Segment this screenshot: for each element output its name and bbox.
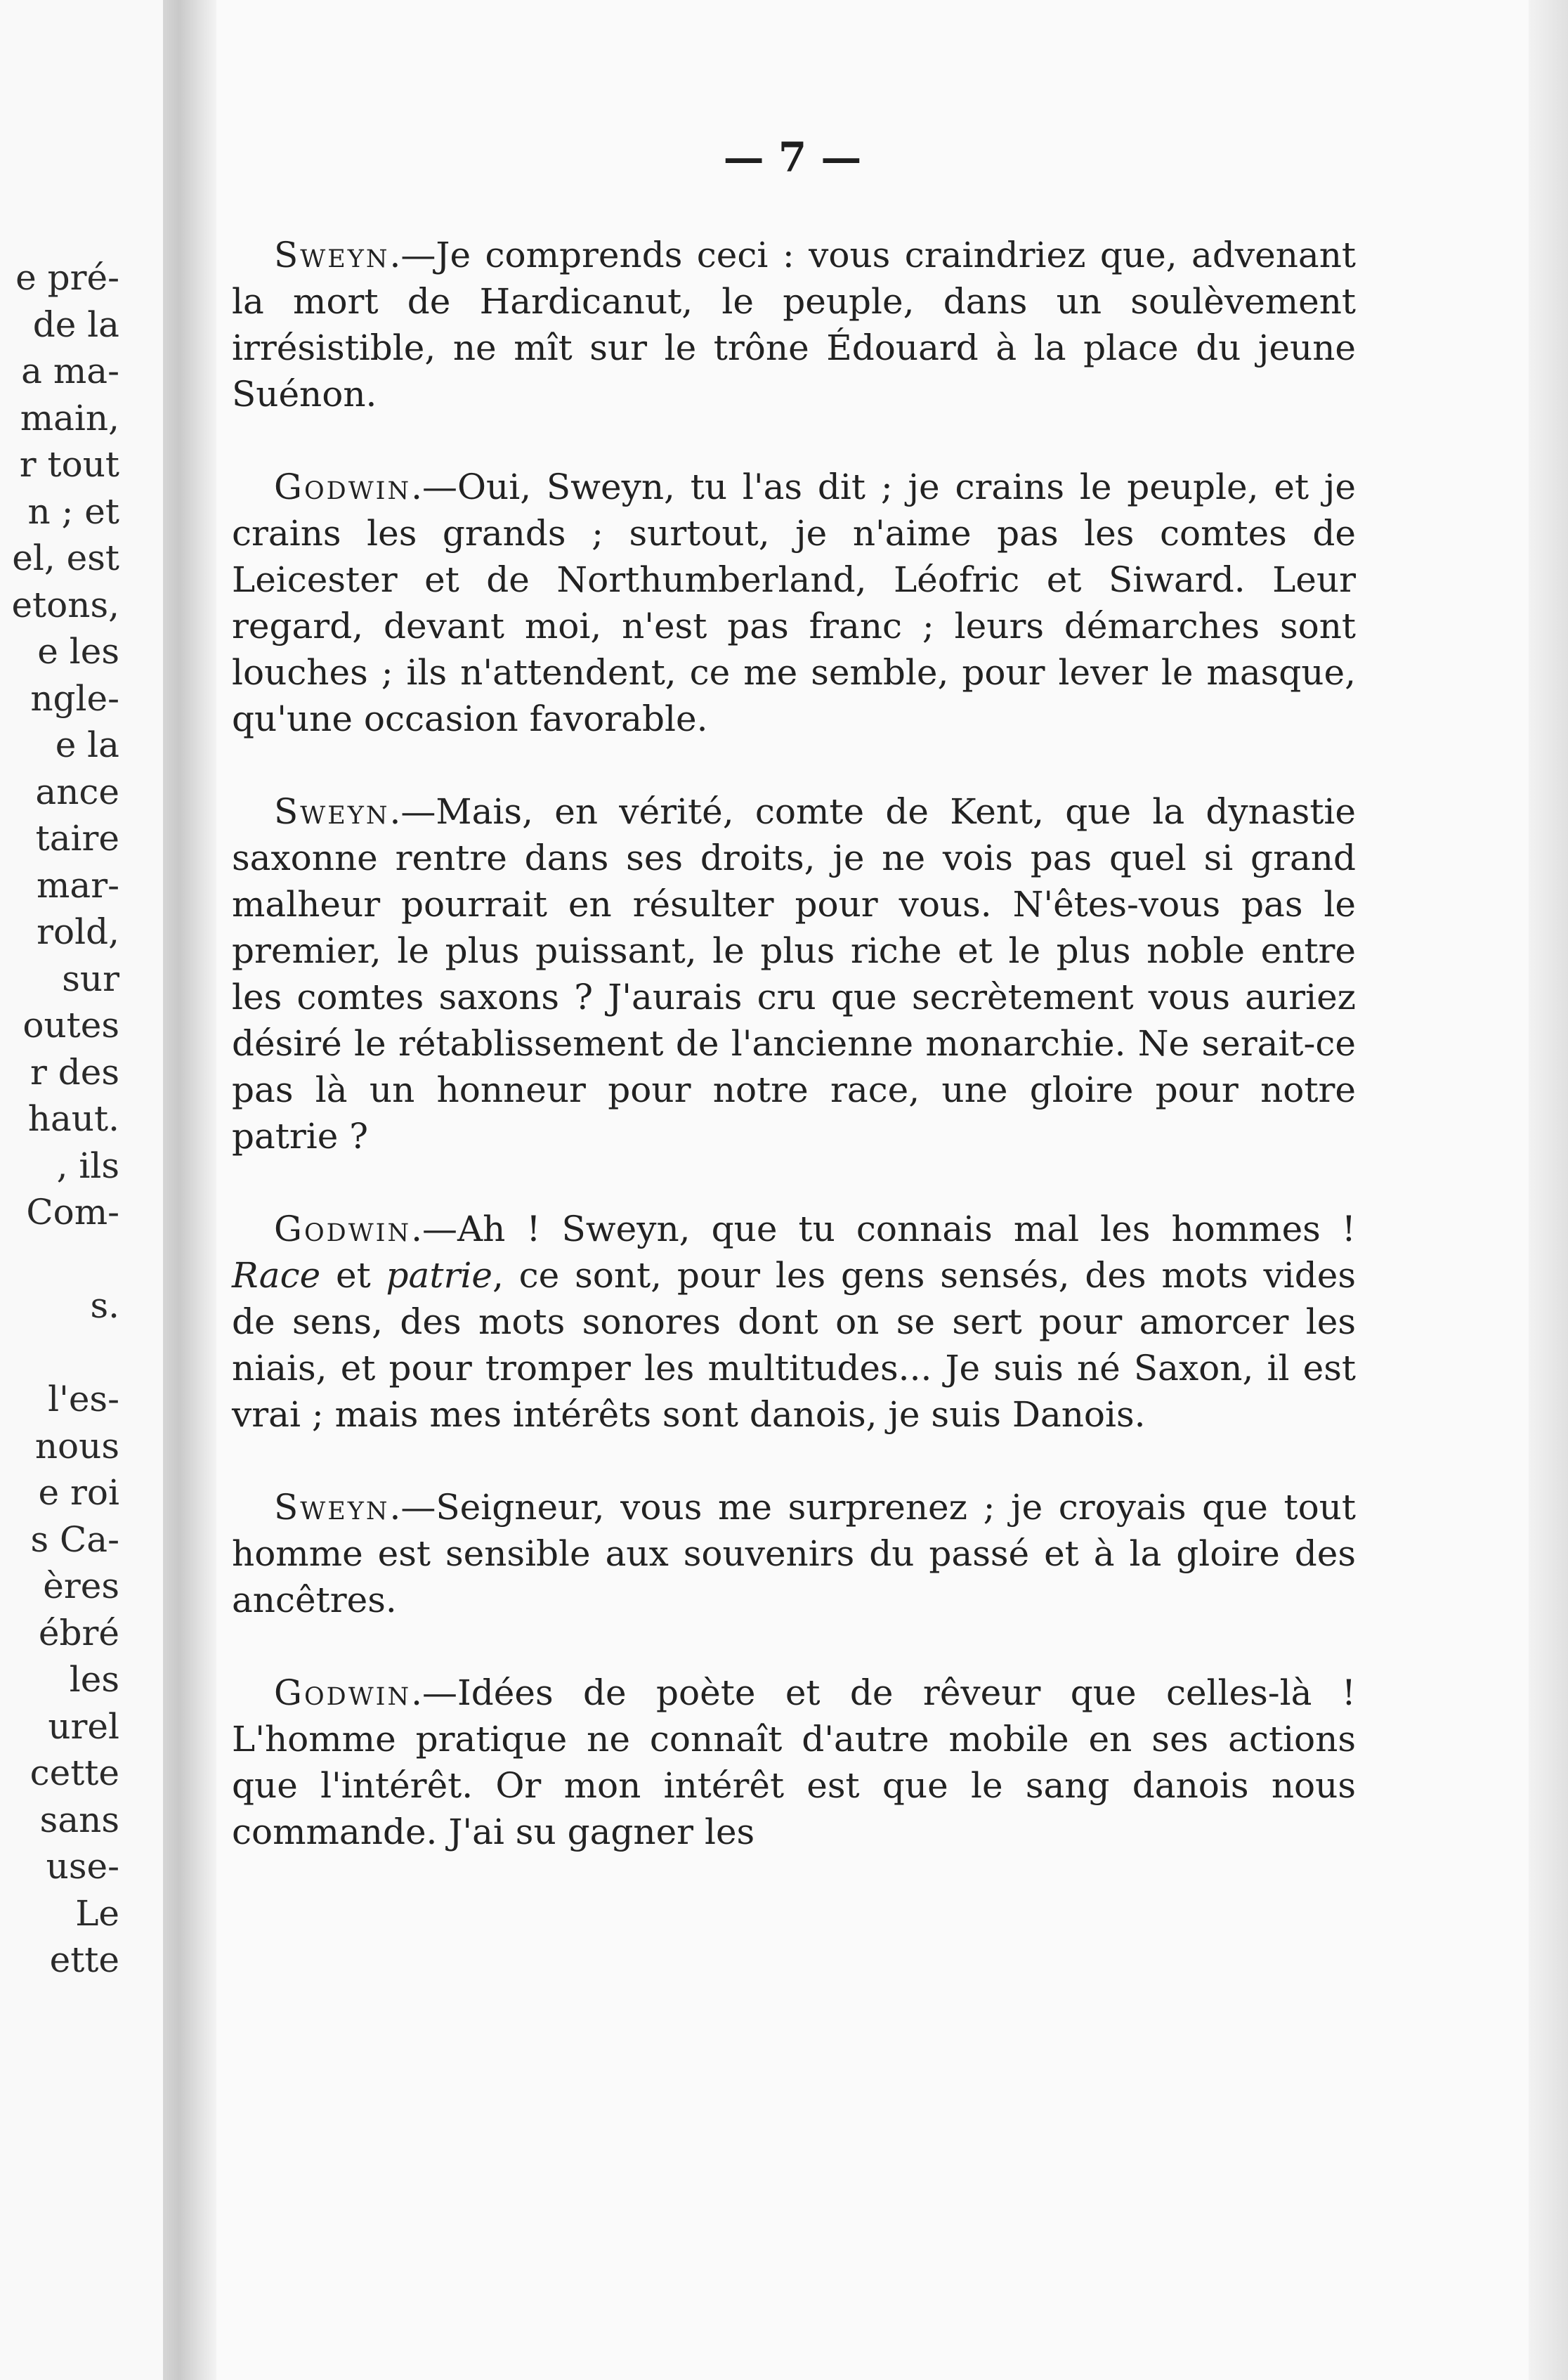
- speaker-name: Godwin: [274, 1672, 412, 1713]
- paragraph-1: [232, 232, 1356, 417]
- left-page-line: de la: [32, 304, 119, 345]
- speaker-name: Godwin: [274, 1209, 412, 1249]
- paragraph-text: .—Ah ! Sweyn, que tu connais mal les hommes !: [411, 1209, 1356, 1249]
- paragraph-4: [232, 1206, 1356, 1438]
- speaker-name: Sweyn: [274, 235, 390, 275]
- paragraph-5: [232, 1484, 1356, 1623]
- speaker-name: Godwin: [274, 467, 412, 507]
- left-page-line: haut.: [27, 1098, 119, 1139]
- left-page-line: r tout: [19, 444, 119, 485]
- paragraph-text: et: [320, 1255, 386, 1296]
- left-page-line: e la: [55, 724, 119, 765]
- left-page-line: ance: [35, 771, 119, 812]
- left-page-line: e pré-: [15, 257, 119, 298]
- dialogue-text: [232, 232, 1356, 1901]
- left-page-line: sans: [39, 1799, 119, 1840]
- page-edge: [1529, 0, 1568, 2380]
- paragraph-text: .—Je comprends ceci : vous craindriez que, advenant la mort de Hardicanut, le peuple, dans un soulèvement irrésistible, ne mît sur le trône Édouard à la place du jeune Suénon.: [232, 235, 1356, 415]
- speaker-name: Sweyn: [274, 791, 390, 832]
- left-page-line: n ; et: [27, 490, 119, 532]
- paragraph-text: .—Seigneur, vous me surprenez ; je croyais que tout homme est sensible aux souvenirs du passé et à la gloire des ancêtres.: [232, 1487, 1356, 1620]
- left-page-line: l'es-: [48, 1379, 119, 1419]
- left-page-line: urel: [48, 1705, 119, 1747]
- speaker-name: Sweyn: [274, 1487, 390, 1528]
- left-page-line: e les: [37, 631, 119, 672]
- left-page-line: r des: [30, 1051, 119, 1093]
- left-page-line: Com-: [26, 1192, 119, 1233]
- italic-word: Race: [232, 1255, 321, 1296]
- left-page-line: ngle-: [30, 677, 119, 719]
- paragraph-text: .—Oui, Sweyn, tu l'as dit ; je crains le peuple, et je crains les grands ; surtout, je n'aime pas les comtes de Leicester et de Northumberland, Léofric et Siward. Leur regard, devant moi, n'est pas franc ; leurs démarches sont louches ; ils n'attendent, ce me semble, pour lever le masque, qu'une occasion favorable.: [232, 467, 1356, 739]
- left-page-line: a ma-: [21, 351, 119, 391]
- page-number: — 7 —: [723, 134, 862, 181]
- left-page-line: use-: [46, 1846, 119, 1887]
- paragraph-3: [232, 788, 1356, 1159]
- paragraph-text: .—Mais, en vérité, comte de Kent, que la dynastie saxonne rentre dans ses droits, je ne vois pas quel si grand malheur pourrait en résulter pour vous. N'êtes-vous pas le premier, le plus puissant, le plus riche et le plus noble entre les comtes saxons ? J'aurais cru que secrètement vous auriez désiré le rétablissement de l'ancienne monarchie. Ne serait-ce pas là un honneur pour notre race, une gloire pour notre patrie ?: [232, 791, 1356, 1157]
- left-page-line: taire: [35, 818, 119, 859]
- left-page-line: ette: [49, 1939, 119, 1980]
- paragraph-text: .—Idées de poète et de rêveur que celles-là ! L'homme pratique ne connaît d'autre mobile en ses actions que l'intérêt. Or mon intérêt est que le sang danois nous commande. J'ai su gagner les: [232, 1672, 1356, 1852]
- left-page-line: rold,: [37, 911, 119, 952]
- right-page: [216, 0, 1529, 2380]
- left-page-line: ères: [43, 1566, 119, 1606]
- left-page-line: e roi: [38, 1472, 119, 1513]
- left-page-line: etons,: [11, 584, 119, 625]
- paragraph-2: [232, 464, 1356, 742]
- left-page-line: el, est: [12, 538, 119, 578]
- left-page-line: Le: [75, 1892, 119, 1934]
- left-page-line: , ils: [56, 1145, 119, 1186]
- left-page-fragment: [0, 0, 163, 2380]
- book-gutter: [163, 0, 216, 2380]
- left-page-line: ébré: [38, 1612, 119, 1653]
- left-page-line: nous: [34, 1425, 119, 1467]
- paragraph-6: [232, 1670, 1356, 1855]
- left-page-line: s.: [90, 1285, 119, 1326]
- left-page-line: mar-: [36, 864, 119, 906]
- left-page-line: outes: [22, 1005, 119, 1046]
- left-page-line: s Ca-: [30, 1519, 119, 1560]
- left-page-line: main,: [20, 397, 119, 438]
- italic-word: patrie: [386, 1255, 492, 1296]
- left-page-line: les: [69, 1659, 119, 1700]
- left-page-line: sur: [62, 958, 119, 999]
- left-page-line: cette: [30, 1753, 119, 1793]
- paragraph-text: , ce sont, pour les gens sensés, des mots vides de sens, des mots sonores dont on se sert pour amorcer les niais, et pour tromper les multitudes... Je suis né Saxon, il est vrai ; mais mes intérêts sont danois, je suis Danois.: [232, 1255, 1356, 1435]
